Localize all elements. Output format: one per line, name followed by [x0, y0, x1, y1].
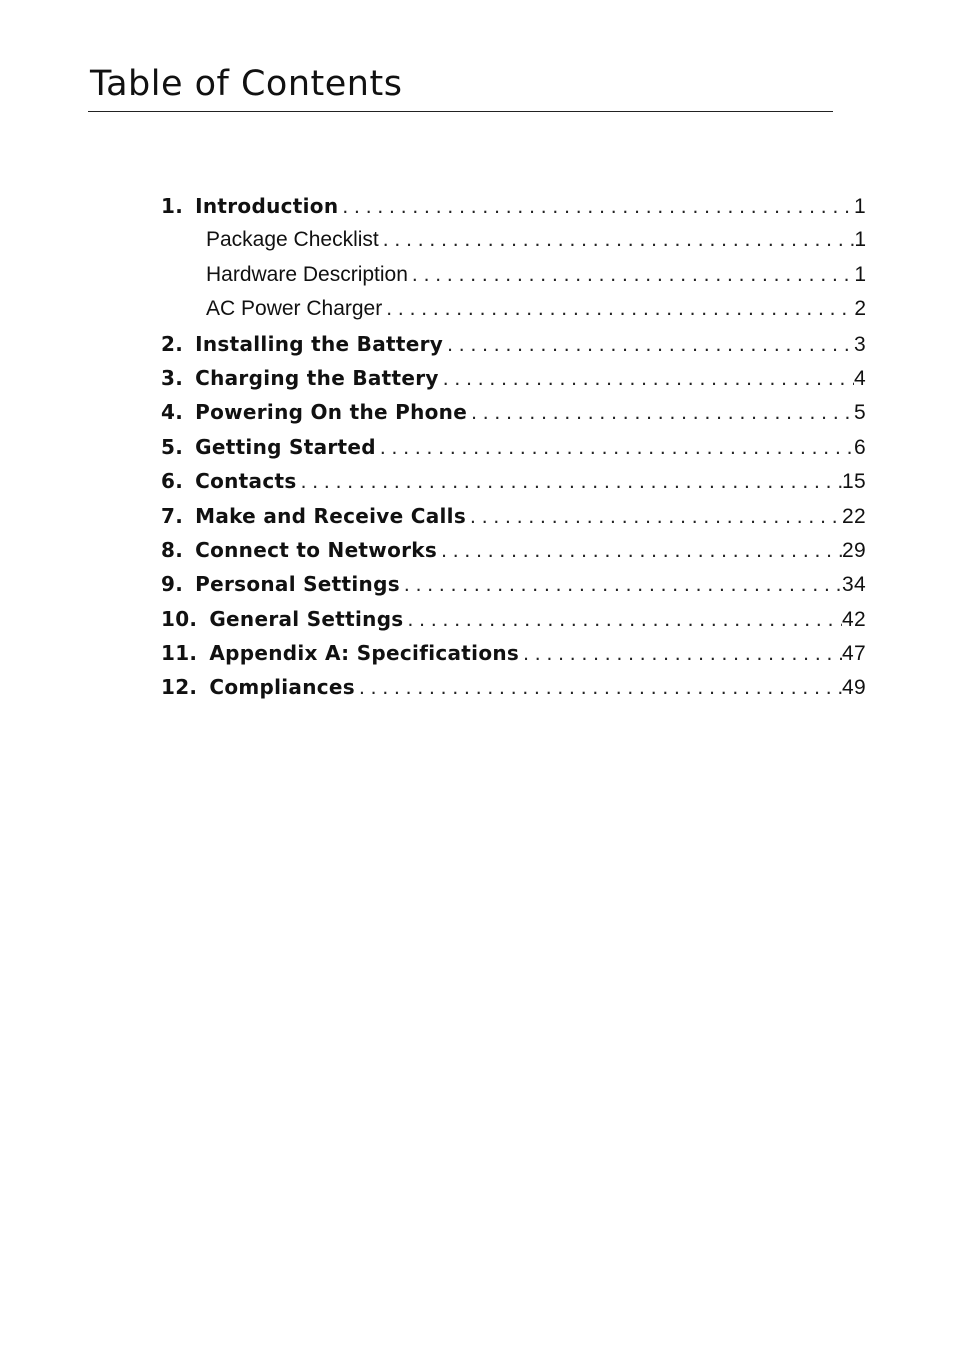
toc-entry-page: 3	[854, 332, 866, 356]
toc-entry-label: Installing the Battery	[195, 331, 444, 356]
toc-entry-label: Getting Started	[195, 434, 376, 459]
toc-entry-label: Personal Settings	[195, 572, 400, 597]
toc-entry-number: 5.	[161, 434, 184, 459]
dot-leader	[466, 500, 842, 533]
toc-entry-introduction[interactable]	[161, 189, 866, 223]
dot-leader	[408, 258, 854, 292]
toc-entry-number: 7.	[161, 503, 184, 528]
toc-entry-page: 1	[854, 228, 866, 252]
toc-entry-number: 8.	[161, 537, 184, 562]
toc-entry-page: 5	[854, 401, 866, 425]
dot-leader	[297, 465, 842, 498]
toc-entry-make-and-receive-calls[interactable]	[161, 499, 866, 533]
toc-entry-label: Contacts	[195, 469, 297, 494]
toc-entry-page: 47	[842, 642, 866, 666]
toc-entry-label: General Settings	[209, 606, 404, 631]
toc-entry-page: 29	[842, 538, 866, 562]
toc-entry-label: Hardware Description	[206, 262, 408, 286]
toc-entry-label: Package Checklist	[206, 228, 379, 252]
toc-entry-general-settings[interactable]	[161, 602, 866, 636]
dot-leader	[467, 396, 854, 429]
toc-entry-page: 34	[842, 573, 866, 597]
toc-entry-powering-on-the-phone[interactable]	[161, 395, 866, 429]
toc-entry-number: 4.	[161, 400, 184, 425]
toc-entry-page: 2	[854, 297, 866, 321]
toc-entry-contacts[interactable]	[161, 464, 866, 498]
toc-entry-number: 11.	[161, 641, 198, 666]
dot-leader	[382, 292, 854, 326]
toc-entry-ac-power-charger[interactable]	[161, 292, 866, 326]
dot-leader	[439, 362, 854, 395]
dot-leader	[400, 568, 842, 601]
toc-entry-label: Appendix A: Specifications	[209, 641, 520, 666]
toc-entry-number: 12.	[161, 675, 198, 700]
dot-leader	[519, 637, 842, 670]
toc-entry-label: AC Power Charger	[206, 297, 383, 321]
toc-entry-personal-settings[interactable]	[161, 567, 866, 601]
toc-entry-connect-to-networks[interactable]	[161, 533, 866, 567]
toc-entry-page: 15	[842, 470, 866, 494]
toc-entry-label: Charging the Battery	[195, 365, 439, 390]
dot-leader	[379, 223, 855, 257]
toc-entry-page: 1	[854, 262, 866, 286]
toc-entry-getting-started[interactable]	[161, 430, 866, 464]
toc-entry-compliances[interactable]	[161, 670, 866, 704]
toc-entry-hardware-description[interactable]	[161, 258, 866, 292]
table-of-contents	[161, 189, 866, 705]
toc-entry-number: 1.	[161, 194, 184, 218]
toc-entry-page: 1	[854, 195, 866, 218]
toc-entry-page: 22	[842, 504, 866, 528]
toc-entry-label: Powering On the Phone	[195, 400, 468, 425]
dot-leader	[355, 671, 842, 704]
dot-leader	[437, 534, 842, 567]
toc-entry-number: 10.	[161, 606, 198, 631]
toc-entry-installing-the-battery[interactable]	[161, 327, 866, 361]
toc-entry-package-checklist[interactable]	[161, 223, 866, 257]
toc-entry-number: 3.	[161, 365, 184, 390]
toc-entry-label: Introduction	[195, 194, 339, 218]
title-divider	[88, 111, 833, 112]
dot-leader	[404, 603, 843, 636]
toc-entry-label: Make and Receive Calls	[195, 503, 467, 528]
toc-entry-page: 4	[854, 366, 866, 390]
toc-entry-page: 49	[842, 676, 866, 700]
toc-entry-page: 42	[842, 607, 866, 631]
dot-leader	[376, 431, 854, 464]
toc-entry-number: 2.	[161, 331, 184, 356]
toc-entry-charging-the-battery[interactable]	[161, 361, 866, 395]
toc-entry-label: Compliances	[209, 675, 355, 700]
page-title: Table of Contents	[90, 64, 403, 104]
dot-leader	[443, 328, 854, 361]
toc-entry-number: 6.	[161, 469, 184, 494]
dot-leader	[338, 190, 854, 223]
toc-entry-label: Connect to Networks	[195, 537, 438, 562]
toc-entry-page: 6	[854, 435, 866, 459]
toc-entry-number: 9.	[161, 572, 184, 597]
toc-entry-appendix-a-specifications[interactable]	[161, 636, 866, 670]
